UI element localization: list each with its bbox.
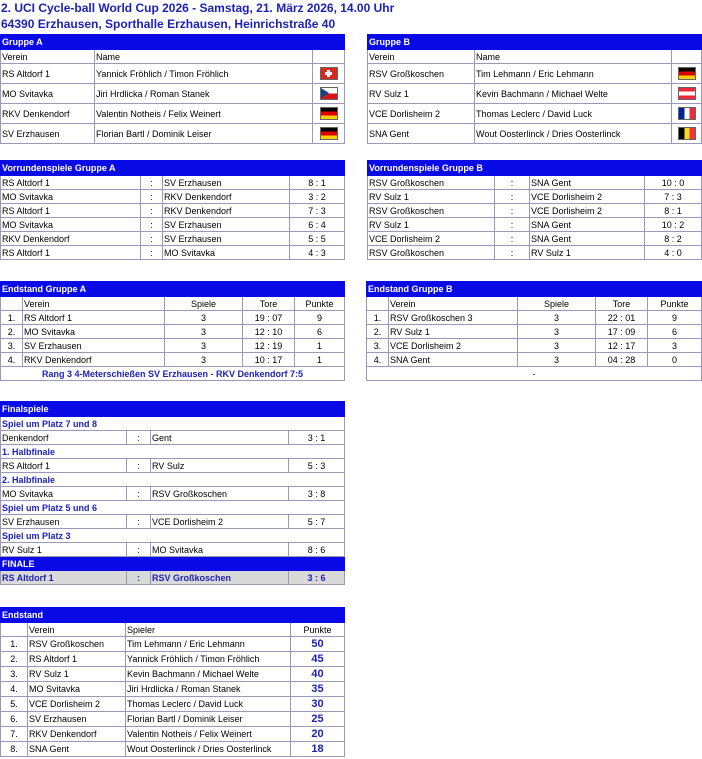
team-verein: RKV Denkendorf [1,104,95,124]
team-verein: RS Altdorf 1 [23,311,165,325]
team-name: Tim Lehmann / Eric Lehmann [475,64,672,84]
team-name: Florian Bartl / Dominik Leiser [95,124,313,144]
rank: 4. [1,682,28,697]
group-b-title: Gruppe B [368,35,702,50]
team-verein: MO Svitavka [23,325,165,339]
germany-flag-icon [320,127,338,140]
players: Tim Lehmann / Eric Lehmann [126,637,291,652]
team-verein: RV Sulz 1 [368,84,475,104]
score: 10 : 0 [645,176,702,190]
score: 5 : 5 [290,232,345,246]
score: 3 : 1 [289,431,345,445]
germany-flag-icon [678,67,696,80]
tiebreak-note: - [367,367,702,381]
home-team: RV Sulz 1 [368,190,495,204]
belgium-flag-icon [678,127,696,140]
team-verein: SV Erzhausen [1,124,95,144]
col-flag [672,50,702,64]
home-team: RSV Großkoschen [368,176,495,190]
home-team: MO Svitavka [1,487,127,501]
score: 4 : 3 [290,246,345,260]
players: Wout Oosterlinck / Dries Oosterlinck [126,742,291,757]
prelim-b-title: Vorrundenspiele Gruppe B [368,161,702,176]
prelim-a-title: Vorrundenspiele Gruppe A [1,161,345,176]
points: 40 [291,667,345,682]
team-verein: RV Sulz 1 [389,325,518,339]
standings-a-title: Endstand Gruppe A [1,282,345,297]
away-team: RKV Denkendorf [163,204,290,218]
away-team: SNA Gent [530,218,645,232]
points: 18 [291,742,345,757]
points: 45 [291,652,345,667]
away-team: VCE Dorlisheim 2 [530,190,645,204]
venue-line: 64390 Erzhausen, Sporthalle Erzhausen, Heinrichstraße 40 [1,17,336,31]
players: Valentin Notheis / Felix Weinert [126,727,291,742]
team-verein: SV Erzhausen [28,712,126,727]
away-team: RSV Großkoschen [151,571,289,585]
team-verein: SNA Gent [28,742,126,757]
team-name: Thomas Leclerc / David Luck [475,104,672,124]
points: 20 [291,727,345,742]
rank: 3. [367,339,389,353]
team-verein: RKV Denkendorf [23,353,165,367]
away-team: SV Erzhausen [163,218,290,232]
home-team: RSV Großkoschen [368,246,495,260]
home-team: Denkendorf [1,431,127,445]
group-a-title: Gruppe A [1,35,345,50]
section-label: 1. Halbfinale [1,445,345,459]
team-verein: RSV Großkoschen [28,637,126,652]
col-verein: Verein [1,50,95,64]
score: 7 : 3 [290,204,345,218]
away-team: SV Erzhausen [163,232,290,246]
players: Jiri Hrdlicka / Roman Stanek [126,682,291,697]
away-team: RV Sulz 1 [530,246,645,260]
col-flag [313,50,345,64]
points: 35 [291,682,345,697]
team-verein: MO Svitavka [28,682,126,697]
away-team: MO Svitavka [163,246,290,260]
rank: 3. [1,339,23,353]
score: 7 : 3 [645,190,702,204]
away-team: VCE Dorlisheim 2 [530,204,645,218]
finals-table: Finalspiele Spiel um Platz 7 und 8 Denkendorf : Gent 3 : 1 1. Halbfinale RS Altdorf 1 : RV Sulz 5 : 3 2. Halbfinale MO Svitavka : RSV Großkoschen 3 : 8 Spiel um Platz 5 und 6 SV Erzhausen : VCE Dorlisheim 2 5 : 7 Spiel um Platz 3 RV Sulz 1 : MO Svitavka 8 : 6 FINALE RS Altdorf 1 : RSV Großkoschen 3 : 6 [0,401,345,585]
team-verein: SNA Gent [368,124,475,144]
team-verein: SV Erzhausen [23,339,165,353]
section-label: Spiel um Platz 5 und 6 [1,501,345,515]
standings-a-table: Endstand Gruppe A Verein Spiele Tore Punkte 1. RS Altdorf 1 3 19 : 07 9 2. MO Svitavka 3 12 : 10 6 3. SV Erzhausen 3 12 : 19 1 4. RKV Denkendorf 3 10 : 17 1 Rang 3 4-Meterschießen SV Erzhausen - RKV Denkendorf 7:5 [0,281,345,381]
col-name: Name [95,50,313,64]
team-verein: VCE Dorlisheim 2 [389,339,518,353]
home-team: RSV Großkoschen [368,204,495,218]
overall-standings-table: Endstand Verein Spieler Punkte 1. RSV Großkoschen Tim Lehmann / Eric Lehmann 50 2. RS Altdorf 1 Yannick Fröhlich / Timon Fröhlich 45 3. RV Sulz 1 Kevin Bachmann / Michael Welte 40 4. MO Svitavka Jiri Hrdlicka / Roman Stanek 35 5. VCE Dorlisheim 2 Thomas Leclerc / David Luck 30 6. SV Erzhausen Florian Bartl / Dominik Leiser 25 7. RKV Denkendorf Valentin Notheis / Felix Weinert 20 8. SNA Gent Wout Oosterlinck / Dries Oosterlinck 18 [0,607,345,757]
score: 8 : 6 [289,543,345,557]
score: 3 : 2 [290,190,345,204]
away-team: VCE Dorlisheim 2 [151,515,289,529]
prelim-a-table: Vorrundenspiele Gruppe A RS Altdorf 1 : SV Erzhausen 8 : 1 MO Svitavka : RKV Denkendorf 3 : 2 RS Altdorf 1 : RKV Denkendorf 7 : 3 MO Svitavka : SV Erzhausen 6 : 4 RKV Denkendorf : SV Erzhausen 5 : 5 RS Altdorf 1 : MO Svitavka 4 : 3 [0,160,345,260]
team-name: Valentin Notheis / Felix Weinert [95,104,313,124]
score: 4 : 0 [645,246,702,260]
score: 10 : 2 [645,218,702,232]
rank: 1. [367,311,389,325]
team-verein: RV Sulz 1 [28,667,126,682]
score: 8 : 1 [290,176,345,190]
czech-flag-icon [320,87,338,100]
team-verein: VCE Dorlisheim 2 [28,697,126,712]
team-name: Jiri Hrdlicka / Roman Stanek [95,84,313,104]
away-team: Gent [151,431,289,445]
team-name: Wout Oosterlinck / Dries Oosterlinck [475,124,672,144]
score: 8 : 1 [645,204,702,218]
rank: 7. [1,727,28,742]
home-team: MO Svitavka [1,190,141,204]
players: Thomas Leclerc / David Luck [126,697,291,712]
players: Kevin Bachmann / Michael Welte [126,667,291,682]
score: 8 : 2 [645,232,702,246]
section-label: 2. Halbfinale [1,473,345,487]
rank: 5. [1,697,28,712]
rank: 8. [1,742,28,757]
home-team: SV Erzhausen [1,515,127,529]
rank: 6. [1,712,28,727]
prelim-b-table: Vorrundenspiele Gruppe B RSV Großkoschen : SNA Gent 10 : 0 RV Sulz 1 : VCE Dorlisheim 2 7 : 3 RSV Großkoschen : VCE Dorlisheim 2 8 : 1 RV Sulz 1 : SNA Gent 10 : 2 VCE Dorlisheim 2 : SNA Gent 8 : 2 RSV Großkoschen : RV Sulz 1 4 : 0 [367,160,702,260]
team-verein: RKV Denkendorf [28,727,126,742]
home-team: RS Altdorf 1 [1,246,141,260]
team-verein: RSV Großkoschen [368,64,475,84]
home-team: RS Altdorf 1 [1,571,127,585]
final-label: FINALE [1,557,345,571]
rank: 4. [1,353,23,367]
team-verein: RS Altdorf 1 [1,64,95,84]
rank: 1. [1,311,23,325]
points: 50 [291,637,345,652]
switzerland-flag-icon [320,67,338,80]
austria-flag-icon [678,87,696,100]
away-team: RV Sulz [151,459,289,473]
points: 25 [291,712,345,727]
page-title: 2. UCI Cycle-ball World Cup 2026 - Samstag, 21. März 2026, 14.00 Uhr [1,1,395,15]
team-verein: RS Altdorf 1 [28,652,126,667]
section-label: Spiel um Platz 3 [1,529,345,543]
score: 5 : 3 [289,459,345,473]
team-verein: RSV Großkoschen 3 [389,311,518,325]
score: 3 : 8 [289,487,345,501]
tiebreak-note: Rang 3 4-Meterschießen SV Erzhausen - RKV Denkendorf 7:5 [1,367,345,381]
rank: 4. [367,353,389,367]
col-name: Name [475,50,672,64]
away-team: SNA Gent [530,232,645,246]
team-verein: VCE Dorlisheim 2 [368,104,475,124]
home-team: RKV Denkendorf [1,232,141,246]
away-team: SV Erzhausen [163,176,290,190]
germany-flag-icon [320,107,338,120]
rank: 2. [367,325,389,339]
home-team: RS Altdorf 1 [1,459,127,473]
group-a-table [0,34,345,144]
rank: 2. [1,325,23,339]
away-team: RKV Denkendorf [163,190,290,204]
france-flag-icon [678,107,696,120]
score: 6 : 4 [290,218,345,232]
home-team: RV Sulz 1 [1,543,127,557]
points: 30 [291,697,345,712]
section-label: Spiel um Platz 7 und 8 [1,417,345,431]
standings-b-table: Endstand Gruppe B Verein Spiele Tore Punkte 1. RSV Großkoschen 3 3 22 : 01 9 2. RV Sulz 1 3 17 : 09 6 3. VCE Dorlisheim 2 3 12 : 17 3 4. SNA Gent 3 04 : 28 0 - [366,281,702,381]
rank: 2. [1,652,28,667]
col-verein: Verein [368,50,475,64]
players: Yannick Fröhlich / Timon Fröhlich [126,652,291,667]
away-team: SNA Gent [530,176,645,190]
home-team: RS Altdorf 1 [1,176,141,190]
rank: 1. [1,637,28,652]
away-team: MO Svitavka [151,543,289,557]
rank: 3. [1,667,28,682]
team-verein: SNA Gent [389,353,518,367]
home-team: RV Sulz 1 [368,218,495,232]
home-team: MO Svitavka [1,218,141,232]
score: 3 : 6 [289,571,345,585]
away-team: RSV Großkoschen [151,487,289,501]
standings-b-title: Endstand Gruppe B [367,282,702,297]
home-team: VCE Dorlisheim 2 [368,232,495,246]
overall-title: Endstand [1,608,345,623]
team-name: Yannick Fröhlich / Timon Fröhlich [95,64,313,84]
finals-title: Finalspiele [1,402,345,417]
home-team: RS Altdorf 1 [1,204,141,218]
players: Florian Bartl / Dominik Leiser [126,712,291,727]
score: 5 : 7 [289,515,345,529]
team-verein: MO Svitavka [1,84,95,104]
group-b-table [367,34,702,144]
team-name: Kevin Bachmann / Michael Welte [475,84,672,104]
